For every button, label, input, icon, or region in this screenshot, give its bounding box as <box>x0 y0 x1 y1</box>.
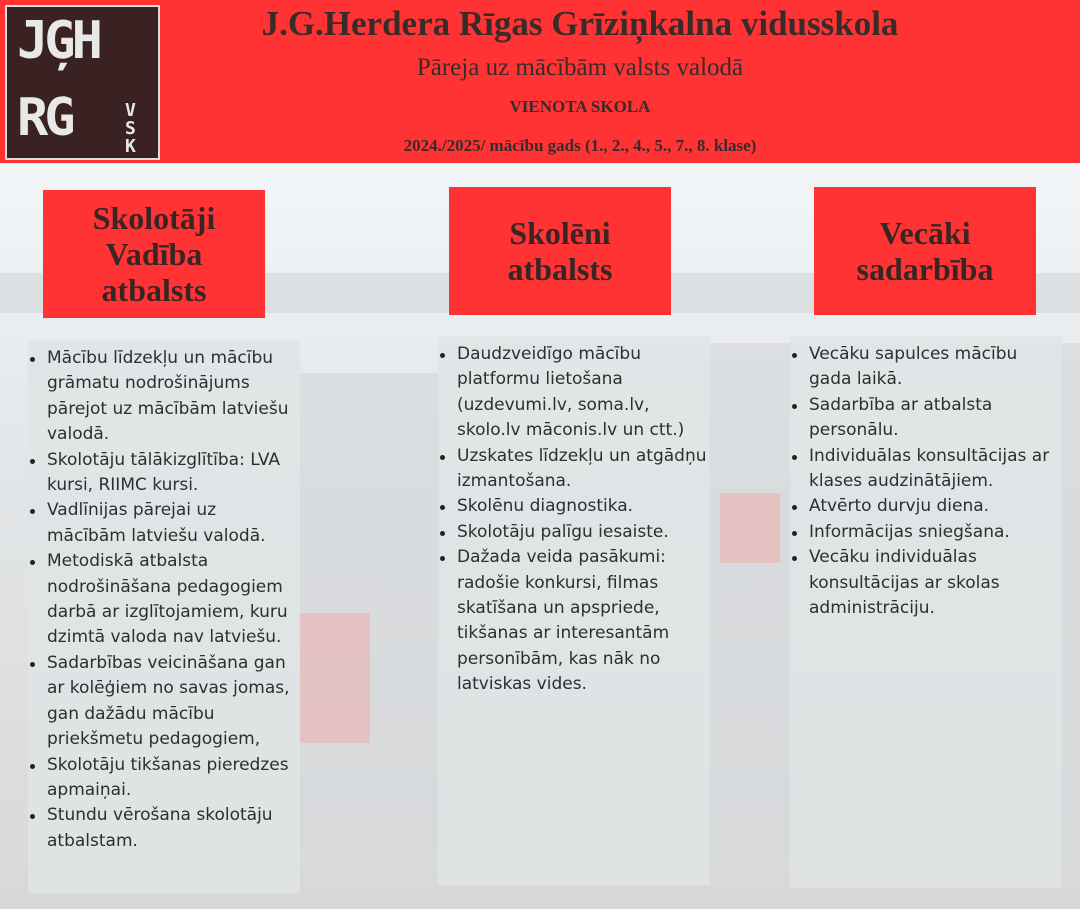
list-item: Skolēnu diagnostika. <box>438 494 710 519</box>
list-item: Informācijas sniegšana. <box>790 520 1062 545</box>
list-item: Dažada veida pasākumi: radošie konkursi, filmas skatīšana un apspriede, tikšanas ar interesantām personībām, kas nāk no latviskas vides. <box>438 545 710 697</box>
list-item: Skolotāju tālākizglītība: LVA kursi, RIIMC kursi. <box>28 448 300 499</box>
list-item: Skolotāju palīgu iesaiste. <box>438 520 710 545</box>
panel-teachers <box>28 340 300 893</box>
list-item: Sadarbības veicināšana gan ar kolēģiem no savas jomas, gan dažādu mācību priekšmetu pedagogiem, <box>28 651 300 753</box>
header <box>0 0 1080 163</box>
heading-parents: Vecāki sadarbība <box>814 187 1036 315</box>
list-item: Stundu vērošana skolotāju atbalstam. <box>28 803 300 854</box>
bullet-list <box>438 342 710 698</box>
school-title: J.G.Herdera Rīgas Grīziņkalna vidusskola <box>261 4 899 43</box>
list-item: Skolotāju tikšanas pieredzes apmaiņai. <box>28 753 300 804</box>
list-item: Vecāku sapulces mācību gada laikā. <box>790 342 1062 393</box>
list-item: Metodiskā atbalsta nodrošināšana pedagogiem darbā ar izglītojamiem, kuru dzimtā valoda nav latviešu. <box>28 549 300 651</box>
list-item: Sadarbība ar atbalsta personālu. <box>790 393 1062 444</box>
heading-students: Skolēni atbalsts <box>449 187 671 315</box>
school-year: 2024./2025/ mācību gads (1., 2., 4., 5., 7., 8. klase) <box>403 136 757 155</box>
heading-teachers: Skolotāji Vadība atbalsts <box>43 190 265 318</box>
school-logo: JĢH RG V S K <box>5 5 160 160</box>
bullet-list <box>790 342 1062 621</box>
list-item: Atvērto durvju diena. <box>790 494 1062 519</box>
list-item: Vecāku individuālas konsultācijas ar skolas administrāciju. <box>790 545 1062 621</box>
list-item: Vadlīnijas pārejai uz mācībām latviešu valodā. <box>28 498 300 549</box>
list-item: Individuālas konsultācijas ar klases audzinātājiem. <box>790 444 1062 495</box>
list-item: Uzskates līdzekļu un atgādņu izmantošana. <box>438 444 710 495</box>
list-item: Daudzveidīgo mācību platformu lietošana (uzdevumi.lv, soma.lv, skolo.lv māconis.lv un ctt.) <box>438 342 710 444</box>
subtitle: Pāreja uz mācībām valsts valodā <box>416 54 744 81</box>
bullet-list <box>28 346 300 854</box>
program-name: VIENOTA SKOLA <box>509 97 651 116</box>
panel-parents <box>790 336 1062 888</box>
list-item: Mācību līdzekļu un mācību grāmatu nodrošinājums pārejot uz mācībām latviešu valodā. <box>28 346 300 448</box>
panel-students <box>438 336 710 885</box>
